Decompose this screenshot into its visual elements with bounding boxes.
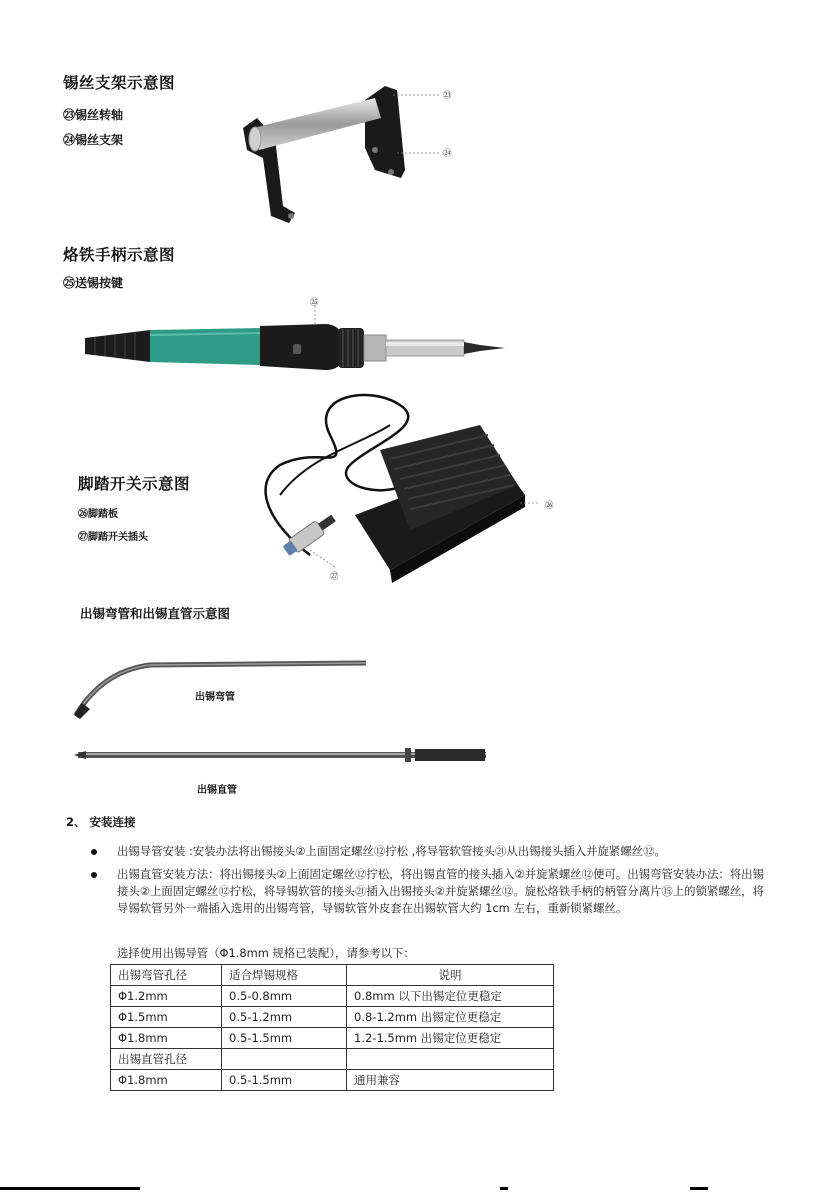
nozzle-title: 出锡弯管和出锡直管示意图 (80, 606, 231, 621)
bullet-dot (91, 872, 97, 878)
callout-27: ㉗ (330, 572, 339, 582)
table-cell: 1.2-1.5mm 出锡定位更稳定 (347, 1028, 554, 1049)
table-header-cell: 出锡弯管孔径 (111, 965, 222, 986)
table-header-row (111, 965, 554, 986)
table-cell: 0.8-1.2mm 出锡定位更稳定 (347, 1007, 554, 1028)
bullet-dot (91, 849, 97, 855)
callout-23: ㉓ (443, 91, 452, 101)
table-cell: Φ1.5mm (111, 1007, 222, 1028)
table-cell: 0.8mm 以下出锡定位更稳定 (347, 986, 554, 1007)
table-cell: 0.5-1.5mm (222, 1070, 347, 1091)
footer-scan-mark (0, 1187, 140, 1190)
solder-stand-item-bracket: ㉔锡丝支架 (63, 133, 124, 147)
table-cell: 通用兼容 (347, 1070, 554, 1091)
table-cell: Φ1.8mm (111, 1070, 222, 1091)
table-row (111, 1049, 554, 1070)
table-row (111, 1070, 554, 1091)
table-header-cell: 适合焊锡规格 (222, 965, 347, 986)
callout-24: ㉔ (443, 149, 452, 159)
table-header-cell: 说明 (347, 965, 554, 986)
footer-scan-mark (500, 1187, 508, 1190)
table-intro: 选择使用出锡导管（Φ1.8mm 规格已装配），请参考以下： (117, 946, 415, 960)
foot-switch-title: 脚踏开关示意图 (78, 475, 191, 493)
foot-switch-item-plug: ㉗脚踏开关插头 (78, 532, 148, 543)
foot-switch-item-pedal: ㉖脚踏板 (78, 509, 118, 520)
nozzle-image (70, 655, 500, 775)
install-heading: 2、 安装连接 (66, 815, 136, 829)
iron-handle-title: 烙铁手柄示意图 (63, 246, 176, 264)
table-cell: Φ1.2mm (111, 986, 222, 1007)
solder-stand-title: 锡丝支架示意图 (63, 74, 176, 92)
callout-25: ㉕ (310, 298, 319, 308)
table-cell: 0.5-0.8mm (222, 986, 347, 1007)
table-cell (222, 1049, 347, 1070)
table-cell: 出锡直管孔径 (111, 1049, 222, 1070)
callout-26: ㉖ (545, 501, 554, 511)
iron-handle-item-feed-button: ㉕送锡按键 (63, 276, 124, 290)
bent-nozzle-label: 出锡弯管 (195, 692, 235, 703)
solder-stand-image (225, 78, 475, 228)
straight-nozzle-label: 出锡直管 (197, 785, 237, 796)
foot-switch-image (250, 385, 570, 595)
table-row (111, 1007, 554, 1028)
table-row (111, 1028, 554, 1049)
table-cell (347, 1049, 554, 1070)
table-cell: 0.5-1.5mm (222, 1028, 347, 1049)
nozzle-spec-table (110, 964, 554, 1091)
install-bullet-1: 出锡导管安装 :安装办法将出锡接头②上面固定螺丝⑫拧松 ,将导管软管接头㉑从出锡接头插入并旋紧螺丝⑫。 (117, 844, 666, 858)
table-cell: 0.5-1.2mm (222, 1007, 347, 1028)
footer-scan-mark (690, 1187, 708, 1190)
solder-stand-item-axle: ㉓锡丝转轴 (63, 108, 124, 122)
table-row (111, 986, 554, 1007)
soldering-iron-image (80, 290, 510, 375)
table-cell: Φ1.8mm (111, 1028, 222, 1049)
install-bullet-2: 出锡直管安装方法：将出锡接头②上面固定螺丝⑫拧松，将出锡直管的接头插入②并旋紧螺丝⑫便可。出锡弯管安装办法：将出锡接头②上面固定螺丝⑫拧松，将导锡软管的接头㉑插入出锡接头②并旋紧螺丝⑫。旋松烙铁手柄的柄管分离片⑮上的锁紧螺丝，将导锡软管另外一端插入选用的出锡弯管，导锡软管外皮套在出锡软管大约 1cm 左右，重新锁紧螺丝。 (117, 867, 764, 915)
